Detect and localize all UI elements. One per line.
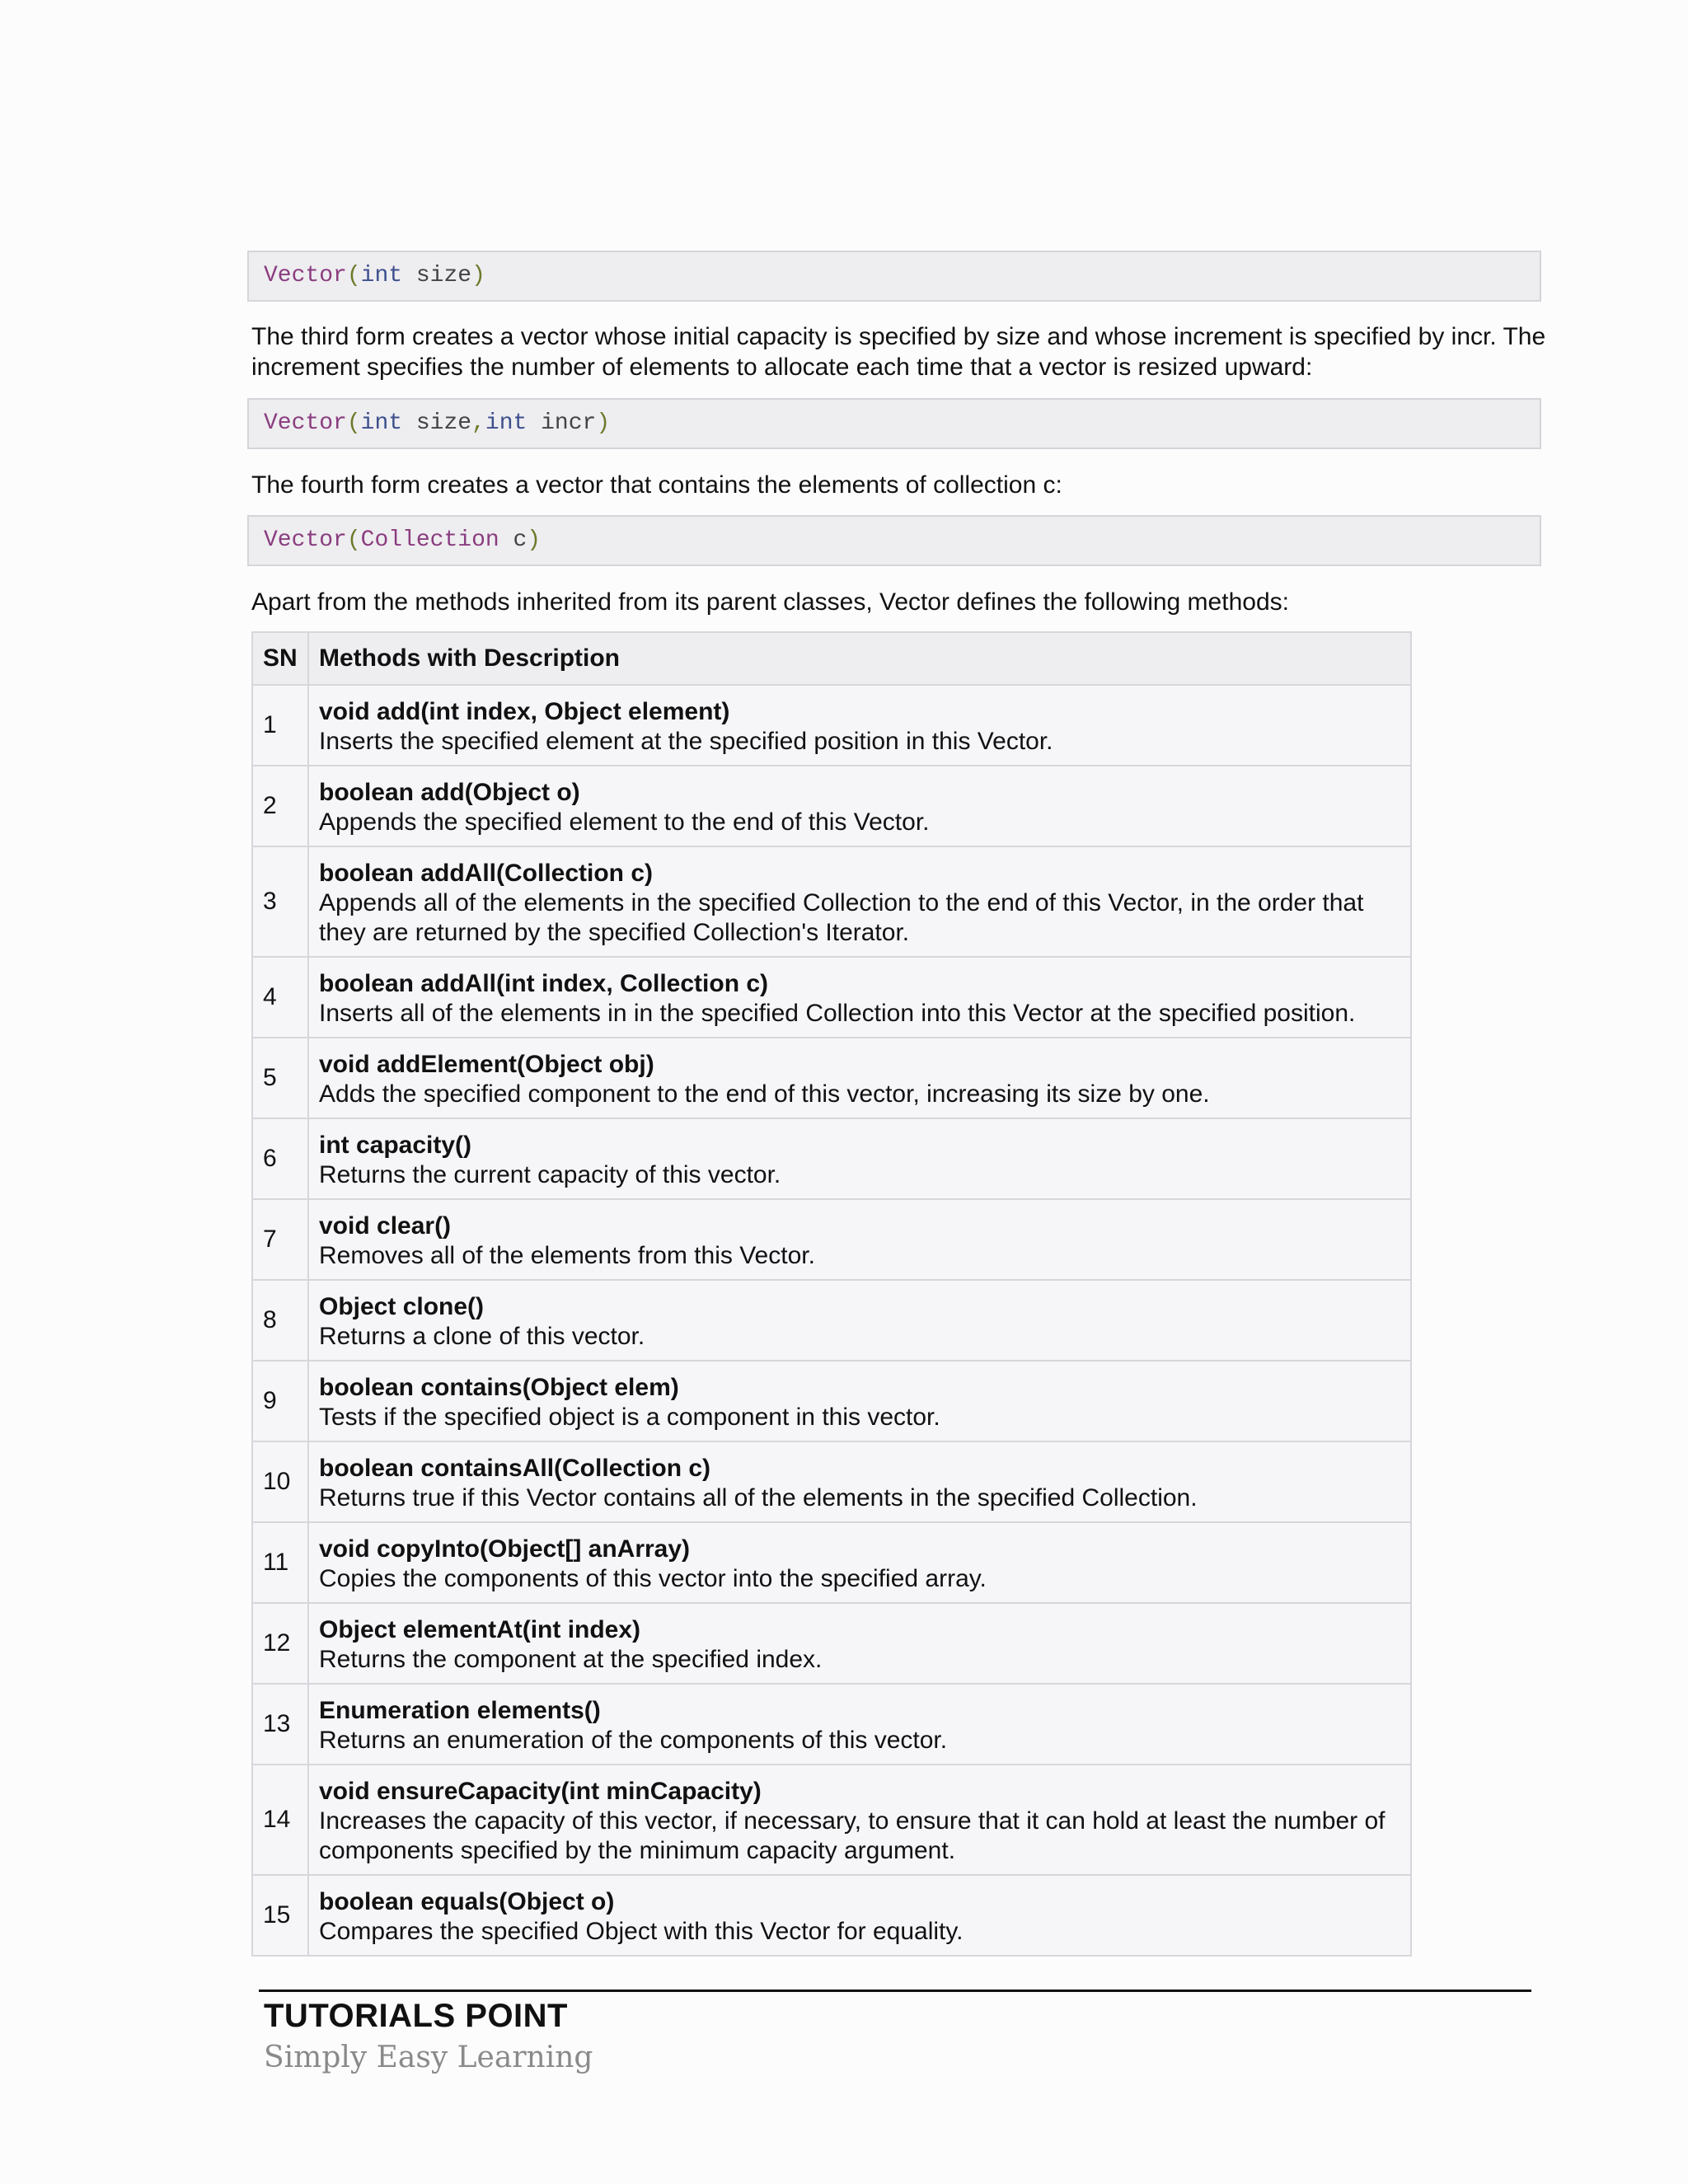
row-method [308,1118,1411,1199]
footer-brand: TUTORIALS POINT [264,1998,568,2034]
method-signature: boolean addAll(int index, Collection c) [319,970,769,997]
table-row [252,1280,1411,1361]
code-type: int [360,263,403,288]
row-method [308,1038,1411,1118]
footer-tagline: Simply Easy Learning [264,2041,593,2074]
row-sn: 15 [252,1875,308,1956]
code-identifier: size [402,410,472,436]
row-method [308,1603,1411,1684]
code-punctuation: ) [471,263,485,288]
code-punctuation: ( [346,263,361,288]
row-sn: 10 [252,1441,308,1522]
code-punctuation: ) [596,410,611,436]
row-sn: 3 [252,846,308,957]
header-sn: SN [252,632,308,685]
row-method [308,1280,1411,1361]
table-row [252,1199,1411,1280]
row-method [308,846,1411,957]
code-punctuation: , [471,410,485,436]
row-method [308,1875,1411,1956]
method-signature: boolean containsAll(Collection c) [319,1455,711,1482]
table-row [252,1765,1411,1875]
code-block-constructor-size-incr [247,398,1541,449]
method-description: Returns a clone of this vector. [319,1323,645,1350]
code-punctuation: ) [527,527,542,553]
code-type: Collection [360,527,499,553]
method-signature: boolean addAll(Collection c) [319,860,654,887]
code-identifier: incr [527,410,597,436]
method-description: Compares the specified Object with this Vector for equality. [319,1918,964,1945]
row-sn: 1 [252,685,308,766]
method-signature: Enumeration elements() [319,1697,601,1724]
row-sn: 6 [252,1118,308,1199]
paragraph-third-form: The third form creates a vector whose initial capacity is specified by size and whose increment is specified by incr. The increment specifies the number of elements to allocate each time that a vector is resized upward: [251,323,1546,381]
method-description: Returns the component at the specified index. [319,1646,823,1673]
table-row [252,846,1411,957]
code-identifier: size [402,263,472,288]
method-signature: Object clone() [319,1293,485,1320]
table-row [252,1038,1411,1118]
method-description: Tests if the specified object is a component in this vector. [319,1404,940,1431]
code-block-constructor-size [247,251,1541,302]
row-method [308,685,1411,766]
row-sn: 8 [252,1280,308,1361]
row-method [308,957,1411,1038]
row-method [308,766,1411,846]
code-block-constructor-collection [247,515,1541,566]
method-signature: Object elementAt(int index) [319,1616,641,1643]
table-row [252,766,1411,846]
row-method [308,1765,1411,1875]
method-signature: void copyInto(Object[] anArray) [319,1535,691,1563]
row-sn: 12 [252,1603,308,1684]
row-sn: 9 [252,1361,308,1441]
table-row [252,1118,1411,1199]
method-description: Inserts all of the elements in in the specified Collection into this Vector at the specified position. [319,1000,1356,1027]
row-sn: 11 [252,1522,308,1603]
method-description: Increases the capacity of this vector, if necessary, to ensure that it can hold at least the number of components specified by the minimum capacity argument. [319,1807,1386,1864]
table-row [252,1361,1411,1441]
method-description: Returns true if this Vector contains all of the elements in the specified Collection. [319,1484,1198,1511]
method-signature: boolean equals(Object o) [319,1888,615,1915]
row-method [308,1199,1411,1280]
code-type: int [360,410,403,436]
row-method [308,1441,1411,1522]
method-description: Inserts the specified element at the specified position in this Vector. [319,728,1053,755]
row-sn: 2 [252,766,308,846]
row-sn: 7 [252,1199,308,1280]
row-sn: 5 [252,1038,308,1118]
row-sn: 14 [252,1765,308,1875]
footer-divider [259,1990,1531,1992]
table-row [252,685,1411,766]
code-punctuation: ( [346,410,361,436]
header-methods: Methods with Description [308,632,1411,685]
code-type: int [485,410,528,436]
table-row [252,1684,1411,1765]
code-class-name: Vector [264,410,347,436]
method-description: Returns the current capacity of this vector. [319,1161,781,1188]
method-signature: boolean contains(Object elem) [319,1374,679,1401]
method-signature: void add(int index, Object element) [319,698,730,725]
method-signature: void clear() [319,1212,452,1240]
method-description: Adds the specified component to the end of this vector, increasing its size by one. [319,1080,1210,1108]
method-description: Returns an enumeration of the components of this vector. [319,1727,948,1754]
row-method [308,1522,1411,1603]
method-signature: int capacity() [319,1132,472,1159]
methods-table [251,631,1412,1957]
row-method [308,1684,1411,1765]
code-punctuation: ( [346,527,361,553]
table-header-row [252,632,1411,685]
method-signature: boolean add(Object o) [319,779,580,806]
table-row [252,1441,1411,1522]
method-description: Copies the components of this vector into the specified array. [319,1565,987,1592]
row-sn: 4 [252,957,308,1038]
paragraph-methods-intro: Apart from the methods inherited from its parent classes, Vector defines the following methods: [251,588,1289,616]
code-class-name: Vector [264,263,347,288]
code-class-name: Vector [264,527,347,553]
method-signature: void ensureCapacity(int minCapacity) [319,1778,762,1805]
table-row [252,1603,1411,1684]
method-description: Appends the specified element to the end of this Vector. [319,808,930,836]
paragraph-fourth-form: The fourth form creates a vector that contains the elements of collection c: [251,471,1062,499]
table-row [252,1875,1411,1956]
method-description: Removes all of the elements from this Vector. [319,1242,815,1269]
method-signature: void addElement(Object obj) [319,1051,654,1078]
code-identifier: c [499,527,528,553]
row-sn: 13 [252,1684,308,1765]
method-description: Appends all of the elements in the specified Collection to the end of this Vector, in the order that they are returned by the specified Collection's Iterator. [319,889,1364,946]
row-method [308,1361,1411,1441]
table-row [252,957,1411,1038]
table-row [252,1522,1411,1603]
